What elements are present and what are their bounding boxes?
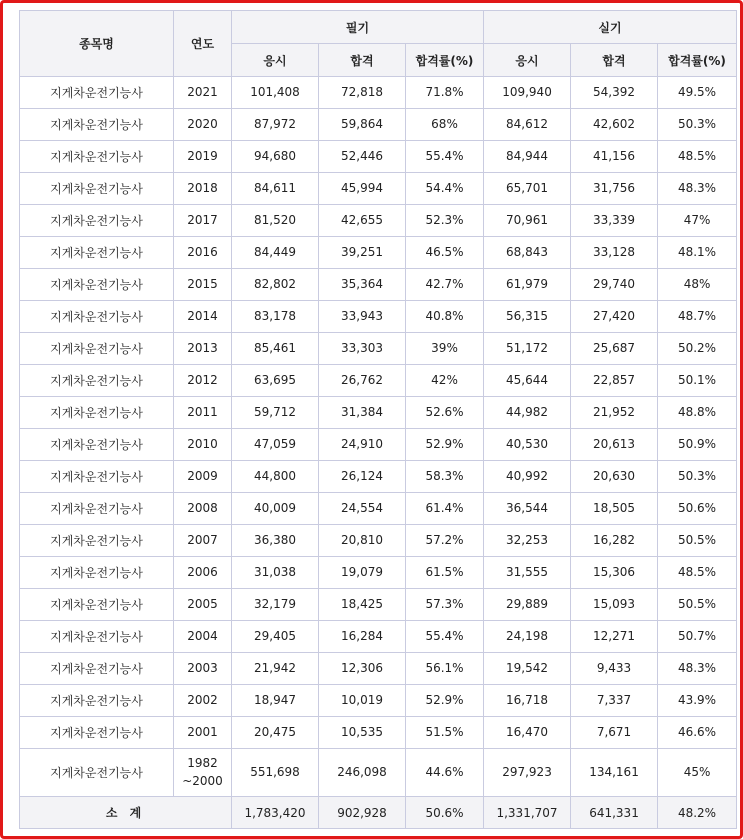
written-passed-cell: 72,818	[319, 77, 406, 109]
written-rate-cell: 46.5%	[406, 236, 484, 268]
written-passed-cell: 31,384	[319, 396, 406, 428]
written-rate-cell: 57.2%	[406, 524, 484, 556]
practical-rate-cell: 50.6%	[658, 492, 737, 524]
practical-applicants-cell: 70,961	[484, 204, 571, 236]
practical-rate-cell: 50.5%	[658, 524, 737, 556]
name-cell: 지게차운전기능사	[20, 172, 174, 204]
table-row	[20, 492, 737, 524]
written-applicants-cell: 94,680	[232, 140, 319, 172]
practical-passed-cell: 27,420	[571, 300, 658, 332]
practical-passed-cell: 25,687	[571, 332, 658, 364]
written-passed-cell: 26,762	[319, 364, 406, 396]
col-header-practical: 실기	[484, 11, 737, 44]
practical-rate-cell: 50.1%	[658, 364, 737, 396]
name-cell: 지게차운전기능사	[20, 652, 174, 684]
practical-rate-cell: 50.2%	[658, 332, 737, 364]
table-row	[20, 396, 737, 428]
name-cell: 지게차운전기능사	[20, 396, 174, 428]
total-written-rate: 50.6%	[406, 797, 484, 829]
year-cell: 2013	[174, 332, 232, 364]
written-passed-cell: 45,994	[319, 172, 406, 204]
year-cell: 2007	[174, 524, 232, 556]
practical-passed-cell: 7,337	[571, 684, 658, 716]
practical-passed-cell: 33,128	[571, 236, 658, 268]
practical-passed-cell: 134,161	[571, 748, 658, 796]
practical-rate-cell: 50.3%	[658, 108, 737, 140]
name-cell: 지게차운전기능사	[20, 428, 174, 460]
written-passed-cell: 19,079	[319, 556, 406, 588]
name-cell: 지게차운전기능사	[20, 204, 174, 236]
exam-statistics-table	[19, 10, 737, 829]
name-cell: 지게차운전기능사	[20, 268, 174, 300]
written-applicants-cell: 31,038	[232, 556, 319, 588]
name-cell: 지게차운전기능사	[20, 684, 174, 716]
table-row	[20, 748, 737, 796]
year-cell: 2008	[174, 492, 232, 524]
year-cell: 2021	[174, 77, 232, 109]
total-practical-passed: 641,331	[571, 797, 658, 829]
written-rate-cell: 44.6%	[406, 748, 484, 796]
total-practical-applicants: 1,331,707	[484, 797, 571, 829]
written-passed-cell: 59,864	[319, 108, 406, 140]
year-cell: 2016	[174, 236, 232, 268]
table-row	[20, 652, 737, 684]
written-applicants-cell: 551,698	[232, 748, 319, 796]
year-cell: 2015	[174, 268, 232, 300]
year-cell: 2014	[174, 300, 232, 332]
name-cell: 지게차운전기능사	[20, 620, 174, 652]
practical-rate-cell: 48.5%	[658, 140, 737, 172]
table-row	[20, 140, 737, 172]
total-written-passed: 902,928	[319, 797, 406, 829]
written-passed-cell: 26,124	[319, 460, 406, 492]
written-rate-cell: 52.3%	[406, 204, 484, 236]
year-cell: 2019	[174, 140, 232, 172]
written-rate-cell: 61.5%	[406, 556, 484, 588]
practical-passed-cell: 9,433	[571, 652, 658, 684]
practical-applicants-cell: 61,979	[484, 268, 571, 300]
table-row	[20, 428, 737, 460]
year-cell: 2018	[174, 172, 232, 204]
practical-passed-cell: 21,952	[571, 396, 658, 428]
practical-rate-cell: 50.3%	[658, 460, 737, 492]
practical-applicants-cell: 31,555	[484, 556, 571, 588]
table-row	[20, 556, 737, 588]
written-passed-cell: 33,943	[319, 300, 406, 332]
practical-passed-cell: 22,857	[571, 364, 658, 396]
written-applicants-cell: 63,695	[232, 364, 319, 396]
year-cell: 2005	[174, 588, 232, 620]
col-header-written: 필기	[232, 11, 484, 44]
table-body	[20, 77, 737, 797]
practical-rate-cell: 48.1%	[658, 236, 737, 268]
written-passed-cell: 20,810	[319, 524, 406, 556]
practical-passed-cell: 33,339	[571, 204, 658, 236]
practical-rate-cell: 50.9%	[658, 428, 737, 460]
practical-passed-cell: 15,306	[571, 556, 658, 588]
col-header-name: 종목명	[20, 11, 174, 77]
table-row	[20, 716, 737, 748]
written-applicants-cell: 101,408	[232, 77, 319, 109]
practical-passed-cell: 7,671	[571, 716, 658, 748]
practical-passed-cell: 20,613	[571, 428, 658, 460]
col-header-written-applicants: 응시	[232, 44, 319, 77]
name-cell: 지게차운전기능사	[20, 140, 174, 172]
name-cell: 지게차운전기능사	[20, 524, 174, 556]
practical-applicants-cell: 84,612	[484, 108, 571, 140]
written-passed-cell: 18,425	[319, 588, 406, 620]
written-applicants-cell: 81,520	[232, 204, 319, 236]
written-passed-cell: 35,364	[319, 268, 406, 300]
written-rate-cell: 39%	[406, 332, 484, 364]
written-rate-cell: 54.4%	[406, 172, 484, 204]
written-passed-cell: 16,284	[319, 620, 406, 652]
practical-applicants-cell: 84,944	[484, 140, 571, 172]
practical-applicants-cell: 109,940	[484, 77, 571, 109]
table-row	[20, 300, 737, 332]
written-applicants-cell: 32,179	[232, 588, 319, 620]
written-passed-cell: 246,098	[319, 748, 406, 796]
written-passed-cell: 10,535	[319, 716, 406, 748]
year-cell: 2020	[174, 108, 232, 140]
practical-applicants-cell: 16,718	[484, 684, 571, 716]
written-applicants-cell: 84,611	[232, 172, 319, 204]
name-cell: 지게차운전기능사	[20, 748, 174, 796]
name-cell: 지게차운전기능사	[20, 460, 174, 492]
year-cell: 2011	[174, 396, 232, 428]
practical-rate-cell: 50.7%	[658, 620, 737, 652]
total-written-applicants: 1,783,420	[232, 797, 319, 829]
practical-rate-cell: 48.8%	[658, 396, 737, 428]
table-row	[20, 588, 737, 620]
practical-applicants-cell: 40,992	[484, 460, 571, 492]
name-cell: 지게차운전기능사	[20, 364, 174, 396]
total-practical-rate: 48.2%	[658, 797, 737, 829]
practical-applicants-cell: 56,315	[484, 300, 571, 332]
name-cell: 지게차운전기능사	[20, 588, 174, 620]
practical-rate-cell: 48.3%	[658, 652, 737, 684]
written-rate-cell: 52.9%	[406, 684, 484, 716]
written-applicants-cell: 82,802	[232, 268, 319, 300]
practical-passed-cell: 15,093	[571, 588, 658, 620]
practical-applicants-cell: 297,923	[484, 748, 571, 796]
practical-applicants-cell: 29,889	[484, 588, 571, 620]
practical-rate-cell: 50.5%	[658, 588, 737, 620]
practical-applicants-cell: 40,530	[484, 428, 571, 460]
written-applicants-cell: 84,449	[232, 236, 319, 268]
table-row	[20, 204, 737, 236]
written-applicants-cell: 87,972	[232, 108, 319, 140]
total-row	[20, 797, 737, 829]
year-cell: 2004	[174, 620, 232, 652]
table-row	[20, 332, 737, 364]
written-applicants-cell: 40,009	[232, 492, 319, 524]
practical-applicants-cell: 24,198	[484, 620, 571, 652]
written-passed-cell: 52,446	[319, 140, 406, 172]
table-row	[20, 364, 737, 396]
year-cell: 2002	[174, 684, 232, 716]
practical-rate-cell: 46.6%	[658, 716, 737, 748]
practical-rate-cell: 49.5%	[658, 77, 737, 109]
col-header-year: 연도	[174, 11, 232, 77]
written-rate-cell: 40.8%	[406, 300, 484, 332]
practical-passed-cell: 41,156	[571, 140, 658, 172]
written-rate-cell: 71.8%	[406, 77, 484, 109]
practical-applicants-cell: 19,542	[484, 652, 571, 684]
practical-passed-cell: 54,392	[571, 77, 658, 109]
name-cell: 지게차운전기능사	[20, 716, 174, 748]
written-applicants-cell: 20,475	[232, 716, 319, 748]
name-cell: 지게차운전기능사	[20, 556, 174, 588]
col-header-written-rate: 합격률(%)	[406, 44, 484, 77]
written-rate-cell: 58.3%	[406, 460, 484, 492]
practical-rate-cell: 43.9%	[658, 684, 737, 716]
written-rate-cell: 52.9%	[406, 428, 484, 460]
written-rate-cell: 57.3%	[406, 588, 484, 620]
written-rate-cell: 51.5%	[406, 716, 484, 748]
written-applicants-cell: 47,059	[232, 428, 319, 460]
written-rate-cell: 68%	[406, 108, 484, 140]
name-cell: 지게차운전기능사	[20, 332, 174, 364]
practical-rate-cell: 45%	[658, 748, 737, 796]
practical-passed-cell: 20,630	[571, 460, 658, 492]
written-passed-cell: 39,251	[319, 236, 406, 268]
written-passed-cell: 33,303	[319, 332, 406, 364]
written-passed-cell: 12,306	[319, 652, 406, 684]
practical-applicants-cell: 65,701	[484, 172, 571, 204]
written-applicants-cell: 85,461	[232, 332, 319, 364]
practical-applicants-cell: 68,843	[484, 236, 571, 268]
practical-rate-cell: 47%	[658, 204, 737, 236]
written-rate-cell: 55.4%	[406, 140, 484, 172]
year-cell: 2001	[174, 716, 232, 748]
practical-applicants-cell: 45,644	[484, 364, 571, 396]
header-row-1	[20, 11, 737, 44]
written-rate-cell: 42.7%	[406, 268, 484, 300]
col-header-practical-passed: 합격	[571, 44, 658, 77]
name-cell: 지게차운전기능사	[20, 300, 174, 332]
name-cell: 지게차운전기능사	[20, 77, 174, 109]
practical-passed-cell: 16,282	[571, 524, 658, 556]
written-rate-cell: 55.4%	[406, 620, 484, 652]
practical-passed-cell: 29,740	[571, 268, 658, 300]
practical-applicants-cell: 51,172	[484, 332, 571, 364]
table-row	[20, 460, 737, 492]
practical-applicants-cell: 36,544	[484, 492, 571, 524]
practical-passed-cell: 31,756	[571, 172, 658, 204]
practical-applicants-cell: 44,982	[484, 396, 571, 428]
practical-rate-cell: 48.3%	[658, 172, 737, 204]
year-cell: 1982 ~2000	[174, 748, 232, 796]
table-row	[20, 524, 737, 556]
year-cell: 2017	[174, 204, 232, 236]
written-passed-cell: 24,910	[319, 428, 406, 460]
table-row	[20, 684, 737, 716]
col-header-practical-rate: 합격률(%)	[658, 44, 737, 77]
written-passed-cell: 42,655	[319, 204, 406, 236]
year-cell: 2003	[174, 652, 232, 684]
practical-rate-cell: 48.7%	[658, 300, 737, 332]
table-row	[20, 108, 737, 140]
written-applicants-cell: 59,712	[232, 396, 319, 428]
year-cell: 2012	[174, 364, 232, 396]
practical-applicants-cell: 16,470	[484, 716, 571, 748]
practical-rate-cell: 48.5%	[658, 556, 737, 588]
written-applicants-cell: 83,178	[232, 300, 319, 332]
written-passed-cell: 10,019	[319, 684, 406, 716]
written-applicants-cell: 18,947	[232, 684, 319, 716]
practical-passed-cell: 18,505	[571, 492, 658, 524]
written-applicants-cell: 29,405	[232, 620, 319, 652]
year-cell: 2006	[174, 556, 232, 588]
written-applicants-cell: 44,800	[232, 460, 319, 492]
total-label: 소 계	[20, 797, 232, 829]
written-rate-cell: 52.6%	[406, 396, 484, 428]
table-row	[20, 236, 737, 268]
name-cell: 지게차운전기능사	[20, 108, 174, 140]
col-header-practical-applicants: 응시	[484, 44, 571, 77]
written-rate-cell: 61.4%	[406, 492, 484, 524]
table-row	[20, 172, 737, 204]
table-row	[20, 620, 737, 652]
written-applicants-cell: 36,380	[232, 524, 319, 556]
practical-passed-cell: 12,271	[571, 620, 658, 652]
practical-rate-cell: 48%	[658, 268, 737, 300]
written-rate-cell: 56.1%	[406, 652, 484, 684]
table-row	[20, 77, 737, 109]
year-cell: 2010	[174, 428, 232, 460]
year-cell: 2009	[174, 460, 232, 492]
written-rate-cell: 42%	[406, 364, 484, 396]
table-row	[20, 268, 737, 300]
written-applicants-cell: 21,942	[232, 652, 319, 684]
col-header-written-passed: 합격	[319, 44, 406, 77]
name-cell: 지게차운전기능사	[20, 236, 174, 268]
practical-passed-cell: 42,602	[571, 108, 658, 140]
written-passed-cell: 24,554	[319, 492, 406, 524]
name-cell: 지게차운전기능사	[20, 492, 174, 524]
practical-applicants-cell: 32,253	[484, 524, 571, 556]
